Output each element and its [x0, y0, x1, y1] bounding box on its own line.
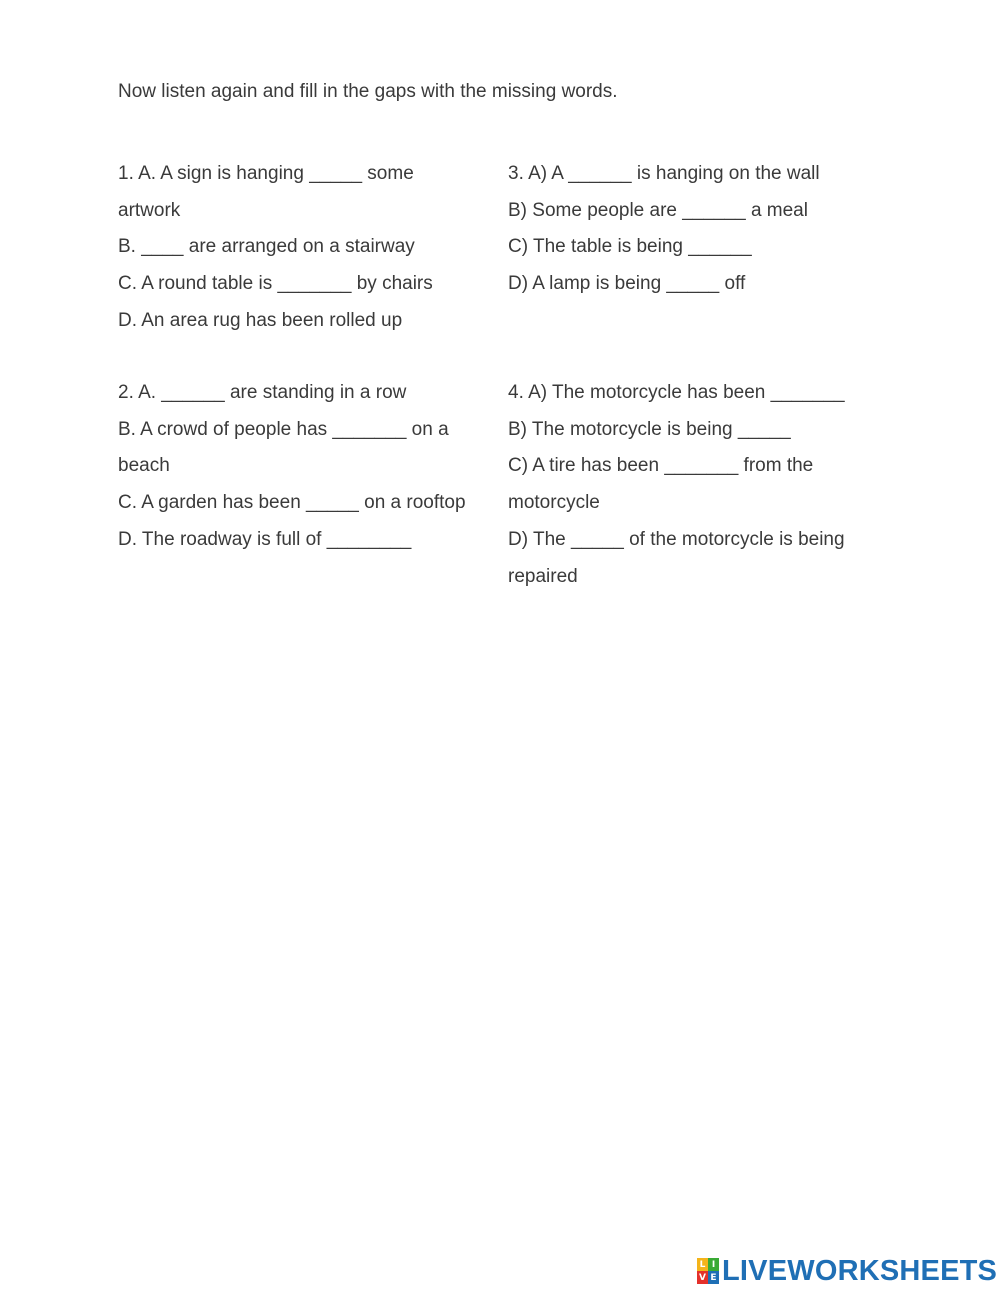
question-line: 1. A. A sign is hanging _____ some: [118, 163, 414, 184]
question-line: D. An area rug has been rolled up: [118, 309, 403, 331]
question-line: B. A crowd of people has _______ on a: [118, 418, 449, 440]
question-line: C) The table is being ______: [508, 236, 752, 258]
question-line: C) A tire has been _______ from the: [508, 455, 814, 477]
question-line: C. A garden has been _____ on a rooftop: [118, 492, 466, 514]
liveworksheets-logo[interactable]: [697, 1256, 997, 1286]
question-line: beach: [118, 455, 170, 477]
question-4: [508, 375, 888, 595]
instruction-text: Now listen again and fill in the gaps with the missing words.: [118, 81, 618, 102]
question-line: D) A lamp is being _____ off: [508, 273, 746, 295]
question-line: B) Some people are ______ a meal: [508, 199, 808, 221]
question-1: [118, 156, 478, 340]
logo-mark-letter: E: [708, 1271, 719, 1284]
question-line: 4. A) The motorcycle has been _______: [508, 382, 845, 403]
logo-text: LIVEWORKSHEETS: [722, 1255, 998, 1287]
logo-mark-letter: I: [708, 1258, 719, 1271]
logo-mark-letter: V: [697, 1271, 708, 1284]
question-2: [118, 375, 488, 559]
question-line: motorcycle: [508, 492, 600, 514]
question-line: B) The motorcycle is being _____: [508, 418, 791, 440]
question-line: B. ____ are arranged on a stairway: [118, 236, 415, 258]
question-line: repaired: [508, 565, 578, 587]
question-line: 3. A) A ______ is hanging on the wall: [508, 163, 820, 184]
question-line: artwork: [118, 199, 181, 221]
question-line: D. The roadway is full of ________: [118, 528, 412, 550]
logo-mark-letter: L: [697, 1258, 708, 1271]
logo-mark-icon: [697, 1258, 719, 1284]
question-line: C. A round table is _______ by chairs: [118, 273, 433, 295]
question-line: 2. A. ______ are standing in a row: [118, 382, 407, 403]
question-3: [508, 156, 888, 303]
question-line: D) The _____ of the motorcycle is being: [508, 528, 845, 550]
